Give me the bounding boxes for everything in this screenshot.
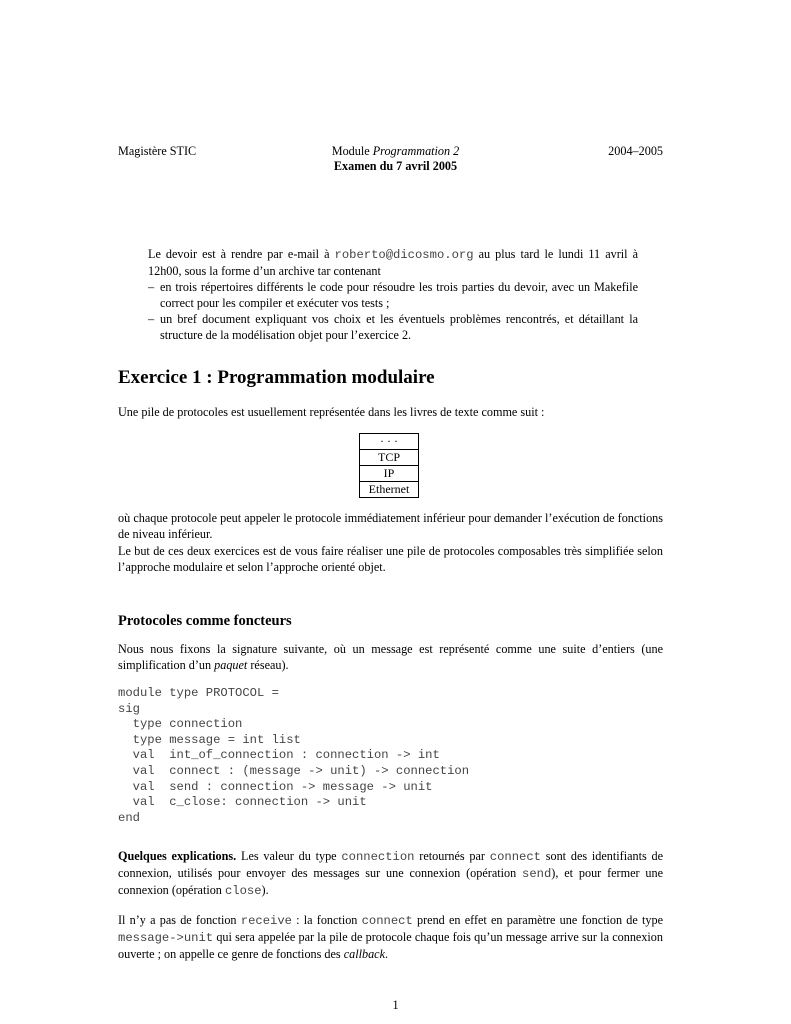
section-title: Protocoles comme foncteurs bbox=[118, 613, 292, 629]
stack-cell: · · · bbox=[360, 434, 419, 450]
expl-text: retournés par bbox=[414, 849, 490, 863]
code-inline: connection bbox=[341, 850, 415, 864]
exercise-para-3: Le but de ces deux exercices est de vous faire réaliser une pile de protocoles composables très simplifiée selon l’approche modulaire et selon l’approche orienté objet. bbox=[118, 544, 663, 574]
stack-cell: Ethernet bbox=[360, 482, 419, 498]
list-item-text: en trois répertoires différents le code pour résoudre les trois parties du devoir, avec un Makefile correct pour les compiler et exécuter vos tests ; bbox=[160, 280, 638, 310]
intro-text bbox=[148, 246, 638, 279]
callback-para bbox=[118, 912, 663, 962]
bullet-dash: – bbox=[148, 312, 155, 326]
protocol-stack-table bbox=[359, 433, 419, 498]
header-module-prefix: Module bbox=[331, 144, 373, 158]
page-number: 1 bbox=[392, 998, 399, 1012]
expl-text: sont des identifiants de connexion, utilisés pour envoyer des messages sur une connexion (opération bbox=[118, 849, 663, 880]
callback-text: . bbox=[385, 947, 389, 961]
callback-italic: callback bbox=[343, 947, 386, 961]
code-inline: message->unit bbox=[118, 931, 214, 945]
exercise-para-1: Une pile de protocoles est usuellement représentée dans les livres de texte comme suit : bbox=[118, 405, 545, 419]
exam-date: Examen du 7 avril 2005 bbox=[333, 159, 458, 173]
section-para-1 bbox=[118, 641, 663, 673]
code-inline: connect bbox=[489, 850, 541, 864]
expl-text: ), et pour fermer une connexion (opération bbox=[118, 866, 663, 897]
section-para-1-b: réseau). bbox=[247, 658, 289, 672]
header-course: Magistère STIC bbox=[118, 144, 197, 158]
expl-text: ). bbox=[261, 883, 269, 897]
intro-block bbox=[148, 246, 638, 343]
header-year: 2004–2005 bbox=[608, 144, 663, 158]
stack-cell: TCP bbox=[360, 450, 419, 466]
callback-text: qui sera appelée par la pile de protocole chaque fois qu’un message arrive sur la connexion ouverte ; on appelle ce genre de fonctions des bbox=[118, 930, 663, 961]
list-item bbox=[148, 279, 638, 311]
list-item-text: un bref document expliquant vos choix et les éventuels problèmes rencontrés, et détaillant la structure de la modélisation objet pour l’exercice 2. bbox=[160, 312, 638, 342]
email-address: roberto@dicosmo.org bbox=[334, 248, 474, 262]
explanations-para bbox=[118, 848, 663, 899]
intro-before-email: Le devoir est à rendre par e-mail à bbox=[148, 247, 335, 261]
exercise-para-2: où chaque protocole peut appeler le protocole immédiatement inférieur pour demander l’exécution de fonctions de niveau inférieur. bbox=[118, 511, 663, 541]
expl-text: Les valeur du type bbox=[236, 849, 342, 863]
code-block: module type PROTOCOL = sig type connection type message = int list val int_of_connection : connection -> int val connect : (message -> unit) -> connection val send : connection -> message -> unit val c_close: connection -> unit end bbox=[118, 686, 470, 825]
code-inline: close bbox=[224, 884, 262, 898]
explanations-title: Quelques explications. bbox=[118, 849, 237, 863]
callback-text: Il n’y a pas de fonction bbox=[118, 913, 241, 927]
callback-text: : la fonction bbox=[291, 913, 362, 927]
code-inline: send bbox=[522, 867, 552, 881]
section-para-1-a: Nous nous fixons la signature suivante, où un message est représenté comme une suite d’entiers (une simplification d’un bbox=[118, 642, 663, 672]
intro-after-email: au plus tard le lundi 11 avril à 12h00, sous la forme d’un archive tar contenant bbox=[148, 247, 638, 278]
callback-text: prend en effet en paramètre une fonction de type bbox=[412, 913, 663, 927]
list-item bbox=[148, 311, 638, 343]
code-inline: receive bbox=[240, 914, 292, 928]
stack-cell: IP bbox=[360, 466, 419, 482]
intro-list bbox=[148, 279, 638, 343]
bullet-dash: – bbox=[148, 280, 155, 294]
exercise-title: Exercice 1 : Programmation modulaire bbox=[118, 367, 435, 388]
code-inline: connect bbox=[361, 914, 413, 928]
header-module bbox=[0, 143, 791, 159]
header-module-name: Programmation 2 bbox=[372, 144, 460, 158]
section-para-1-italic: paquet bbox=[214, 658, 248, 672]
